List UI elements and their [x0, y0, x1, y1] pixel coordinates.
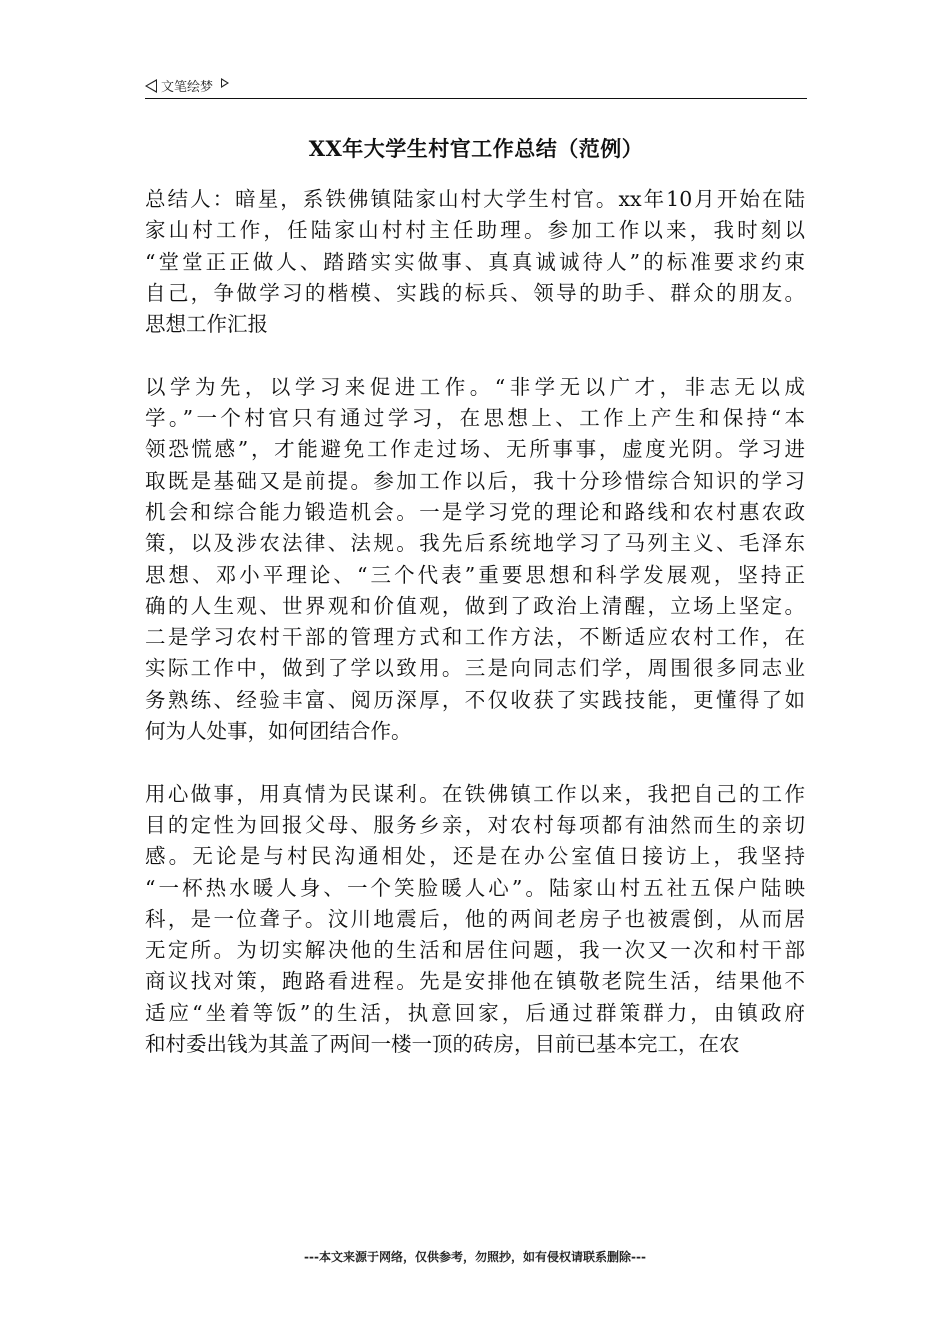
- page-header: [145, 76, 807, 98]
- site-name: 文笔绘梦: [161, 80, 214, 95]
- paragraph-line: 用心做事，用真情为民谋利。在铁佛镇工作以来，我把自己的工作: [145, 781, 805, 806]
- document-body: [145, 184, 805, 1060]
- paragraph-gap: [145, 747, 805, 778]
- paragraph-line: 策，以及涉农法律、法规。我先后系统地学习了马列主义、毛泽东: [145, 531, 805, 556]
- paragraph-line: “一杯热水暖人身、一个笑脸暖人心”。陆家山村五社五保户陆映: [145, 875, 805, 900]
- paragraph-line: 何为人处事，如何团结合作。: [145, 719, 412, 744]
- paragraph-line: 学。”一个村官只有通过学习，在思想上、工作上产生和保持“本: [145, 406, 805, 431]
- triangle-left-icon: [145, 79, 157, 93]
- paragraph-line: 实际工作中，做到了学以致用。三是向同志们学，周围很多同志业: [145, 656, 805, 681]
- paragraph-line: 机会和综合能力锻造机会。一是学习党的理论和路线和农村惠农政: [145, 499, 805, 524]
- paragraph-line: 家山村工作，任陆家山村村主任助理。参加工作以来，我时刻以: [145, 218, 805, 243]
- document-title: XX年大学生村官工作总结（范例）: [308, 136, 644, 161]
- paragraph-line: “堂堂正正做人、踏踏实实做事、真真诚诚待人”的标准要求约束: [145, 249, 805, 274]
- paragraph: [145, 184, 805, 340]
- paragraph-line: 确的人生观、世界观和价值观，做到了政治上清醒，立场上坚定。: [145, 593, 805, 618]
- paragraph-line: 务熟练、经验丰富、阅历深厚，不仅收获了实践技能，更懂得了如: [145, 687, 805, 712]
- paragraph-line: 适应“坐着等饭”的生活，执意回家，后通过群策群力，由镇政府: [145, 1000, 805, 1025]
- paragraph-line: 思想、邓小平理论、“三个代表”重要思想和科学发展观，坚持正: [145, 562, 805, 587]
- paragraph-line: 科，是一位聋子。汶川地震后，他的两间老房子也被震倒，从而居: [145, 906, 805, 931]
- paragraph: [145, 779, 805, 1061]
- paragraph-line: 思想工作汇报: [145, 312, 268, 337]
- triangle-right-icon: [221, 78, 229, 88]
- paragraph-line: 无定所。为切实解决他的生活和居住问题，我一次又一次和村干部: [145, 938, 805, 963]
- paragraph-gap: [145, 340, 805, 371]
- paragraph-line: 自己，争做学习的楷模、实践的标兵、领导的助手、群众的朋友。: [145, 280, 805, 305]
- paragraph: [145, 372, 805, 748]
- paragraph-line: 领恐慌感”，才能避免工作走过场、无所事事，虚度光阴。学习进: [145, 437, 805, 462]
- header-nav: [145, 76, 229, 95]
- paragraph-line: 和村委出钱为其盖了两间一楼一顶的砖房，目前已基本完工，在农: [145, 1032, 740, 1057]
- paragraph-line: 取既是基础又是前提。参加工作以后，我十分珍惜综合知识的学习: [145, 468, 805, 493]
- paragraph-line: 感。无论是与村民沟通相处，还是在办公室值日接访上，我坚持: [145, 844, 805, 869]
- footer-disclaimer: ---本文来源于网络，仅供参考，勿照抄，如有侵权请联系删除---: [304, 1250, 646, 1264]
- paragraph-line: 二是学习农村干部的管理方式和工作方法，不断适应农村工作，在: [145, 625, 805, 650]
- paragraph-line: 总结人：暗星，系铁佛镇陆家山村大学生村官。xx年10月开始在陆: [145, 187, 805, 211]
- header-divider: [145, 98, 807, 99]
- paragraph-line: 以学为先，以学习来促进工作。“非学无以广才，非志无以成: [145, 374, 805, 399]
- paragraph-line: 目的定性为回报父母、服务乡亲，对农村每项都有油然而生的亲切: [145, 812, 805, 837]
- paragraph-line: 商议找对策，跑路看进程。先是安排他在镇敬老院生活，结果他不: [145, 969, 805, 994]
